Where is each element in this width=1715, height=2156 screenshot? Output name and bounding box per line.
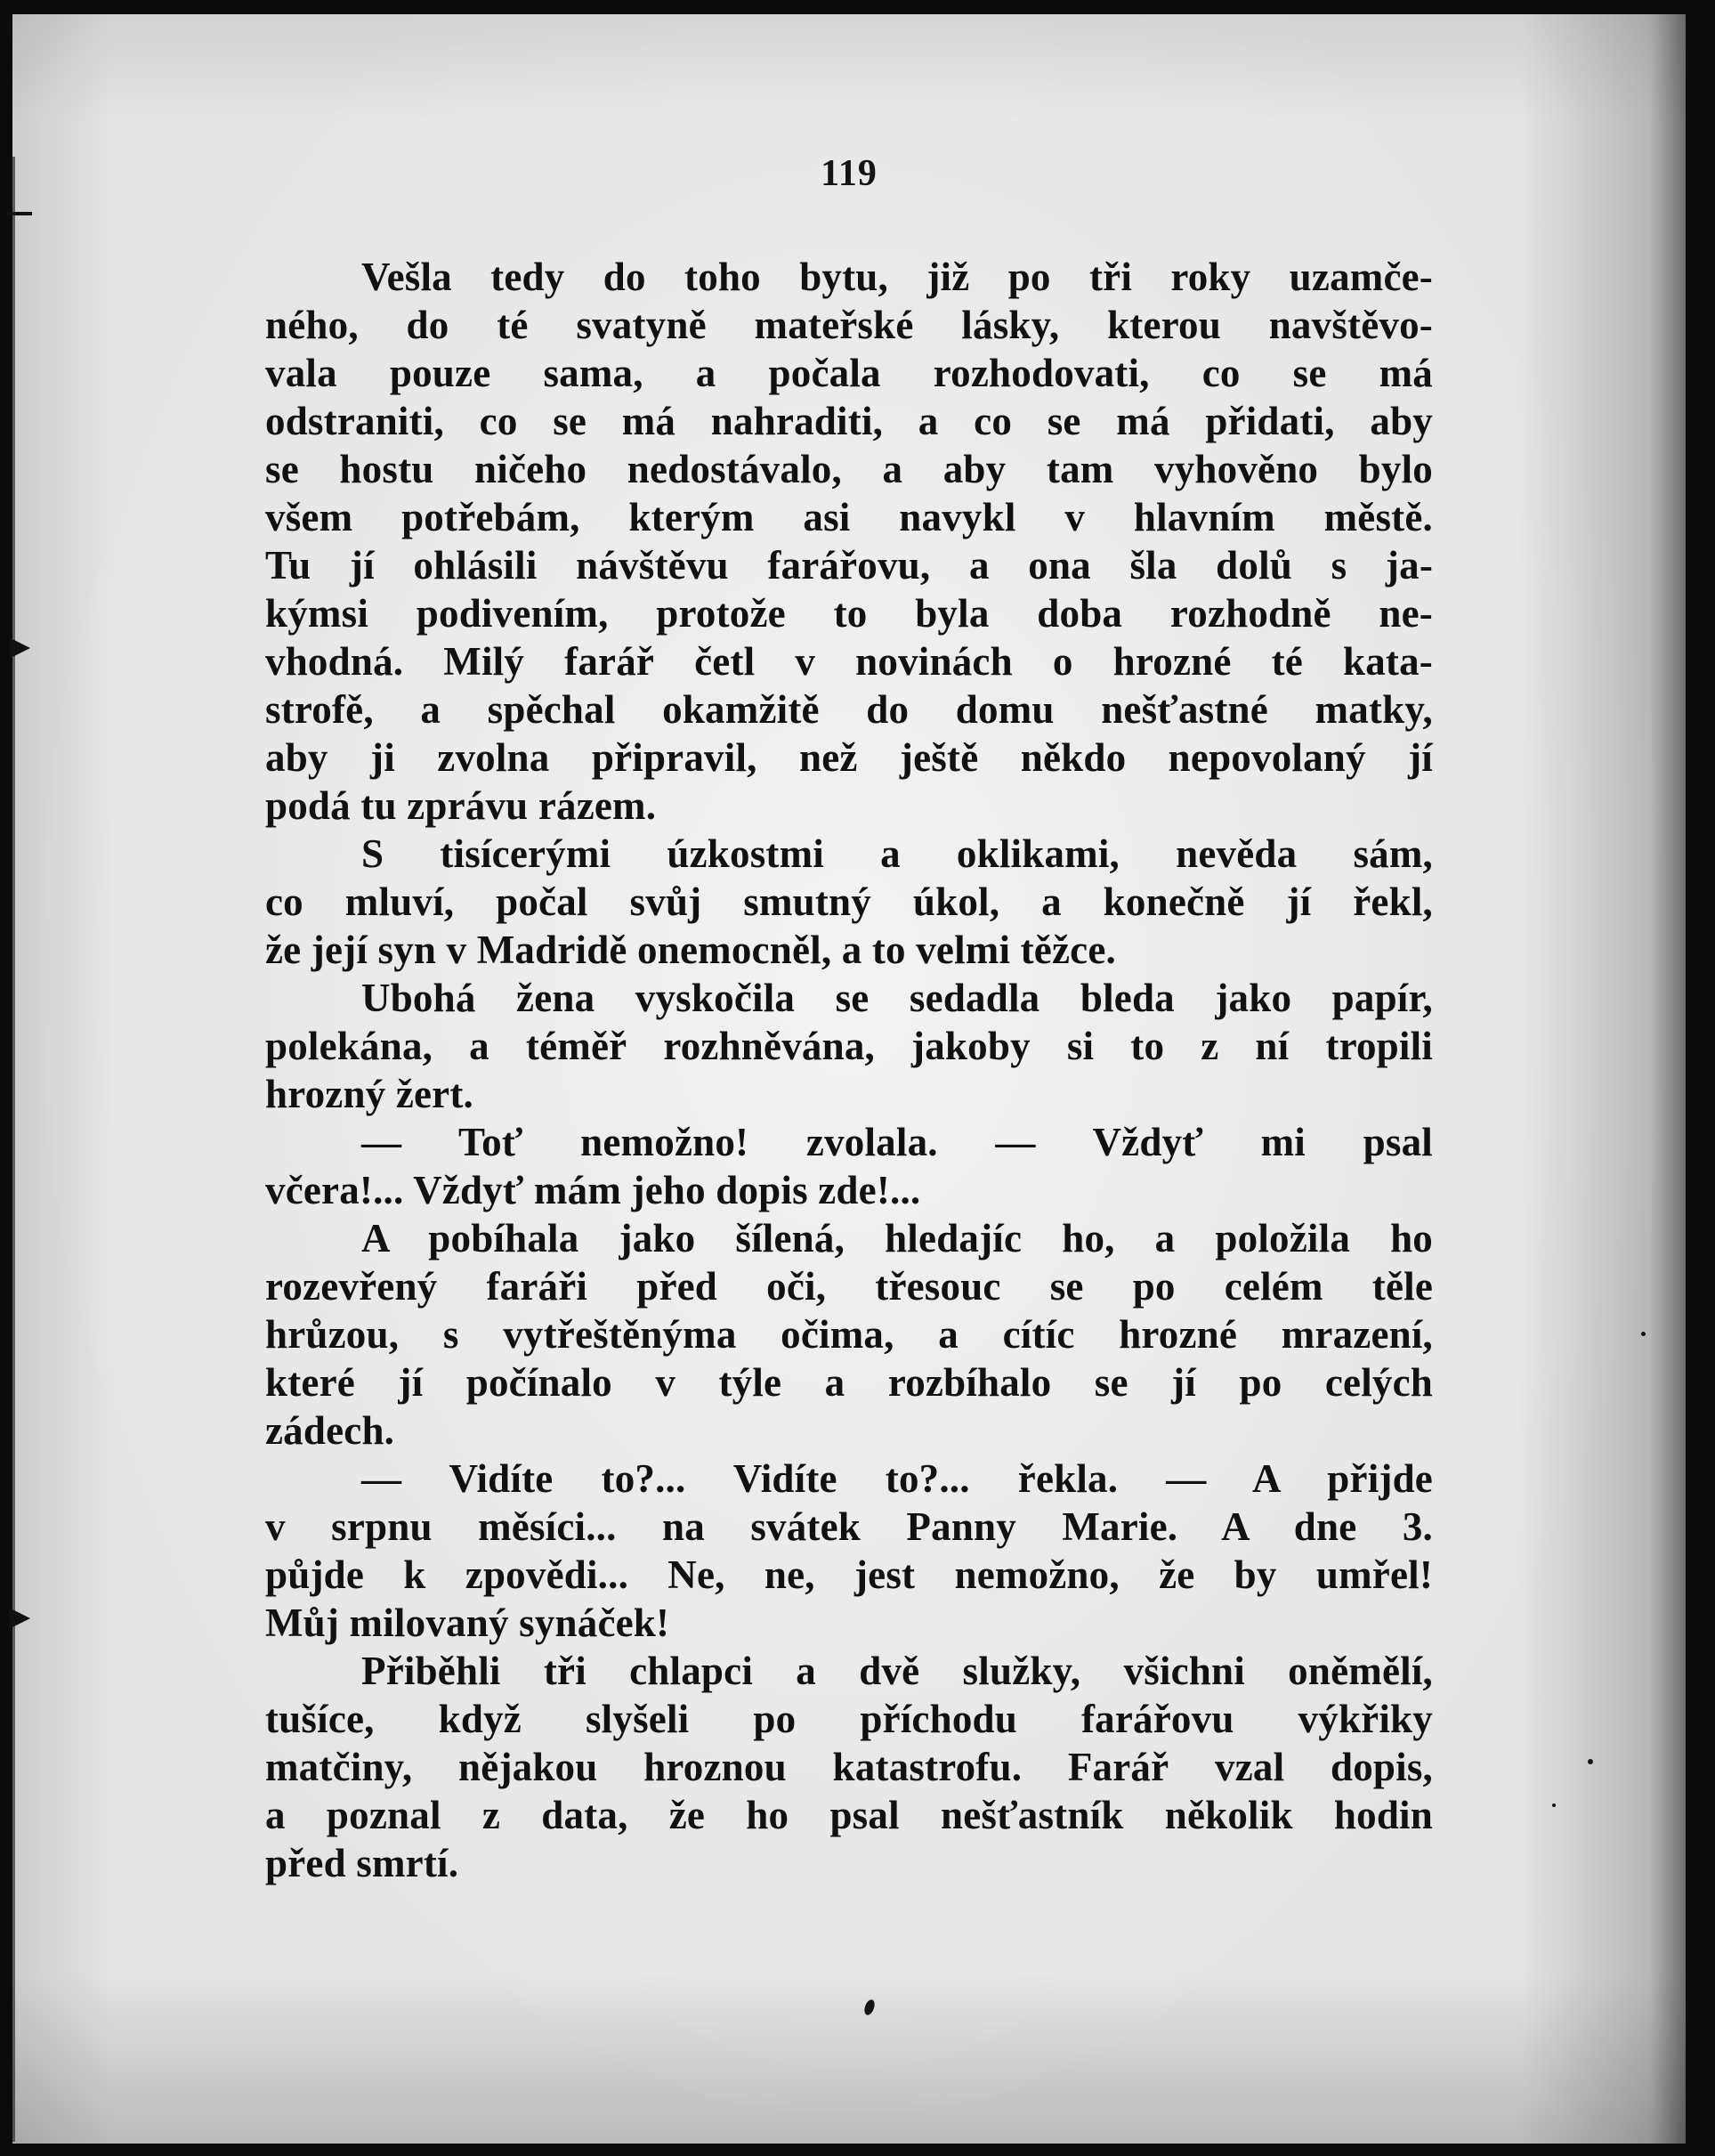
ink-speck (1552, 1803, 1556, 1807)
text-line: Můj milovaný synáček! (265, 1601, 670, 1645)
text-line: zádech. (265, 1408, 395, 1453)
margin-arrow-icon (9, 637, 30, 659)
text-line: včera!... Vždyť mám jeho dopis zde!... (265, 1168, 921, 1212)
text-line: vhodná. Milý farář četl v novinách o hrozné té kata- (265, 639, 1433, 684)
text-line: co mluví, počal svůj smutný úkol, a konečně jí řekl, (265, 879, 1433, 924)
text-line: Vešla tedy do toho bytu, již po tři roky uzamče- (361, 255, 1433, 299)
scanned-page (12, 14, 1686, 2144)
margin-rule (12, 157, 15, 2142)
text-line: všem potřebám, kterým asi navykl v hlavním městě. (265, 495, 1433, 539)
text-line: matčiny, nějakou hroznou katastrofu. Farář vzal dopis, (265, 1745, 1433, 1789)
text-line: aby ji zvolna připravil, než ještě někdo nepovolaný jí (265, 735, 1433, 780)
text-line: hrůzou, s vytřeštěnýma očima, a cítíc hrozné mrazení, (265, 1312, 1433, 1357)
text-line: polekána, a téměř rozhněvána, jakoby si to z ní tropili (265, 1024, 1433, 1068)
text-line: strofě, a spěchal okamžitě do domu nešťastné matky, (265, 687, 1433, 732)
ink-speck (1588, 1759, 1593, 1764)
text-line: v srpnu měsíci... na svátek Panny Marie. A dne 3. (265, 1504, 1433, 1549)
ink-speck (862, 1998, 877, 2016)
body-text (265, 253, 1433, 1887)
margin-arrow-icon (9, 1608, 30, 1629)
text-line: kýmsi podivením, protože to byla doba rozhodně ne- (265, 591, 1433, 636)
text-line: vala pouze sama, a počala rozhodovati, co se má (265, 351, 1433, 395)
text-line: — Vidíte to?... Vidíte to?... řekla. — A přijde (361, 1456, 1433, 1501)
text-line: půjde k zpovědi... Ne, ne, jest nemožno, že by umřel! (265, 1552, 1433, 1597)
text-line: tušíce, když slyšeli po příchodu farářovu výkřiky (265, 1697, 1433, 1741)
page-number: 119 (821, 153, 878, 194)
text-line: rozevřený faráři před oči, třesouc se po celém těle (265, 1264, 1433, 1309)
text-line: před smrtí. (265, 1841, 459, 1885)
text-line: Ubohá žena vyskočila se sedadla bleda jako papír, (361, 976, 1433, 1020)
ink-speck (1641, 1332, 1646, 1336)
text-line: ného, do té svatyně mateřské lásky, kterou navštěvo- (265, 303, 1433, 347)
text-line: hrozný žert. (265, 1072, 473, 1116)
margin-mark (7, 212, 32, 215)
text-line: které jí počínalo v týle a rozbíhalo se jí po celých (265, 1360, 1433, 1405)
text-line: — Toť nemožno! zvolala. — Vždyť mi psal (361, 1120, 1433, 1164)
text-line: Tu jí ohlásili návštěvu farářovu, a ona šla dolů s ja- (265, 543, 1433, 588)
page-edge-shadow (1650, 14, 1686, 2144)
text-line: Přiběhli tři chlapci a dvě služky, všichni oněmělí, (361, 1649, 1433, 1693)
text-line: odstraniti, co se má nahraditi, a co se má přidati, aby (265, 399, 1433, 443)
text-line: se hostu ničeho nedostávalo, a aby tam vyhověno bylo (265, 447, 1433, 491)
text-line: a poznal z data, že ho psal nešťastník několik hodin (265, 1793, 1433, 1837)
text-line: podá tu zprávu rázem. (265, 783, 657, 828)
text-line: že její syn v Madridě onemocněl, a to velmi těžce. (265, 928, 1116, 972)
text-line: A pobíhala jako šílená, hledajíc ho, a položila ho (361, 1216, 1433, 1260)
text-line: S tisícerými úzkostmi a oklikami, nevěda sám, (361, 831, 1433, 876)
